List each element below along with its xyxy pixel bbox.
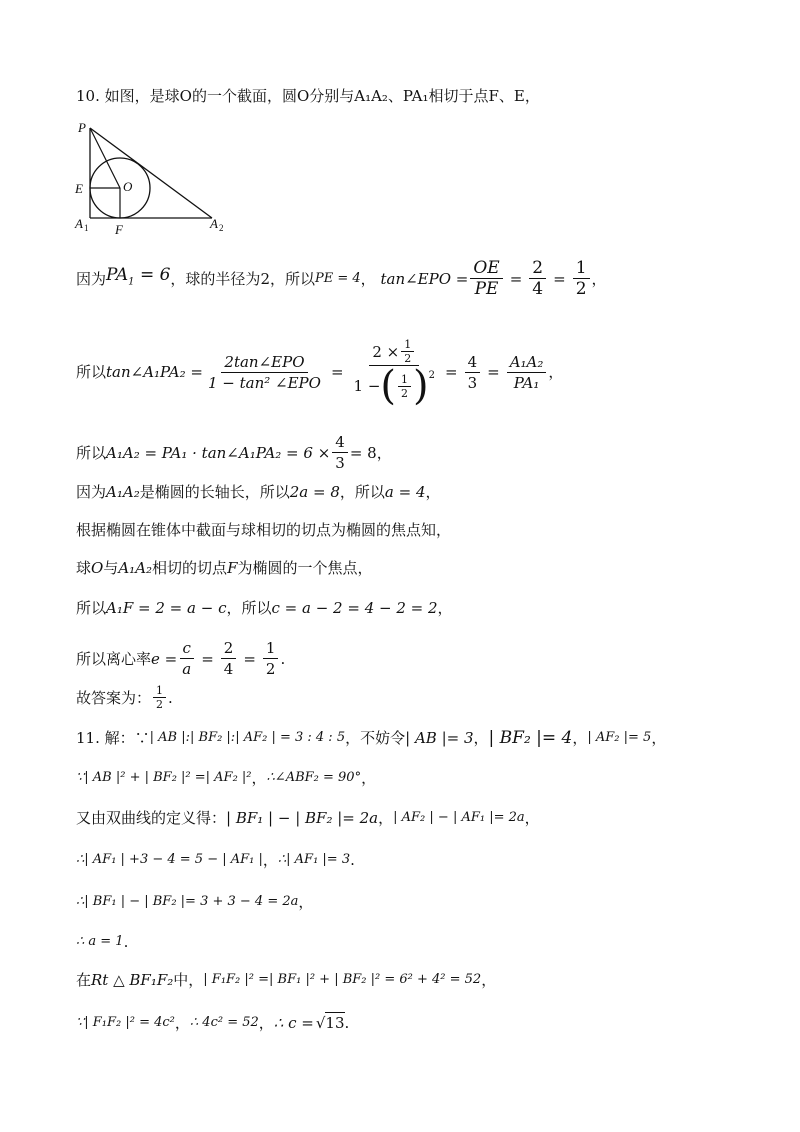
a1a2-expr: A₁A₂ = PA₁ · tan∠A₁PA₂ = 6 × xyxy=(106,443,331,462)
equals: = xyxy=(553,269,566,288)
p11-line7: 在 Rt △ BF₁F₂ 中， | F₁F₂ |² =| BF₁ |² + | BF₂ |² = 6² + 4² = 52 ， xyxy=(76,971,497,989)
p10-number: 10. xyxy=(76,87,100,105)
sep: ， xyxy=(360,269,376,288)
p11-line4: ∴| AF₁ | +3 − 4 = 5 − | AF₁ | ， ∴| AF₁ |= 3 . xyxy=(76,851,355,869)
frac-4-3: $\frac{4}{3}$ xyxy=(465,352,481,393)
p10-line1 xyxy=(76,258,607,299)
frac-substituted: 2 × $\frac{1}{2}$ 1 − ( $\frac{1}{2}$ ) $^2$ xyxy=(353,338,435,409)
eq-2a: 2a = 8 xyxy=(289,483,340,501)
seg-a1a2: A₁A₂ xyxy=(106,483,140,501)
text-mid: ，球的半径为 xyxy=(170,269,261,288)
p10-line6: 球 O 与 A₁A₂ 相切的切点 F 为椭圆的一个焦点， xyxy=(76,559,373,577)
segment-PA2 xyxy=(90,128,212,218)
label-E: E xyxy=(75,181,83,196)
frac-a1a2-pa1: $\frac{\text{A₁A₂}}{\text{PA₁}}$ xyxy=(507,352,547,393)
geometry-figure xyxy=(72,118,242,240)
label-O: O xyxy=(123,179,133,194)
p11-number: 11. xyxy=(76,729,100,747)
p11-line8: ∵| F₁F₂ |² = 4c² ， ∴ 4c² = 52 ， ∴ c = √ 13 . xyxy=(76,1013,350,1032)
p10-line4: 因为 A₁A₂ 是椭圆的长轴长，所以 2a = 8 ，所以 a = 4 ， xyxy=(76,483,441,501)
p11-line1: 11. 解：∵ | AB |:| BF₂ |:| AF₂ | = 3 : 4 : 5 ，不妨令 | AB |= 3 ， | BF₂ |= 4 ， | AF₂ |= 5 ， xyxy=(76,728,667,748)
answer-frac: $\frac{1}{2}$ xyxy=(153,684,166,711)
p10-line5 xyxy=(76,520,451,540)
p10-intro xyxy=(76,86,540,106)
label-A2-sub: 2 xyxy=(219,223,224,233)
label-F: F xyxy=(115,222,123,236)
p10-line2 xyxy=(76,338,564,409)
result: = 8， xyxy=(349,443,392,462)
equals: = xyxy=(509,269,523,288)
eq-c: c = a − 2 = 4 − 2 = 2 xyxy=(271,599,438,617)
equals: = xyxy=(487,363,500,381)
p10-intro-text: 如图，是球O的一个截面，圆O分别与A₁A₂、PA₁相切于点F、E， xyxy=(104,87,540,105)
frac-2-4: $\frac{2}{4}$ xyxy=(529,258,546,299)
frac-double-angle: $\frac{\text{2tan∠EPO}}{\text{1 − tan² ∠EPO}}$ xyxy=(207,352,321,392)
text-prefix: 所以 xyxy=(76,443,107,462)
eccentricity-var: e = xyxy=(151,649,178,668)
p11-line2: ∵| AB |² + | BF₂ |² =| AF₂ |² ， ∴∠ABF₂ = 90° ， xyxy=(76,769,377,787)
text-prefix: 因为 xyxy=(76,269,107,288)
tan-epo: tan∠EPO = xyxy=(380,269,469,288)
frac-oe-pe: $\frac{OE}{PE}$ xyxy=(470,258,502,299)
p11-line3: 又由双曲线的定义得： | BF₁ | − | BF₂ |= 2a ， | AF₂ | − | AF₁ |= 2a ， xyxy=(76,809,540,827)
p11-line5: ∴| BF₁ | − | BF₂ |= 3 + 3 − 4 = 2a ， xyxy=(76,893,314,911)
sqrt-radicand: 13 xyxy=(325,1014,345,1032)
text-mid2: ，所以 xyxy=(269,269,315,288)
end-punct: ， xyxy=(548,363,564,381)
pa1-eq: $PA_1 = 6$ xyxy=(106,264,171,288)
triangle-circle-diagram xyxy=(72,118,242,236)
equals: = xyxy=(330,363,344,381)
end-punct: ， xyxy=(591,269,607,288)
p10-line7: 所以 A₁F = 2 = a − c ，所以 c = a − 2 = 4 − 2 = 2 ， xyxy=(76,599,453,617)
label-A1-sub: 1 xyxy=(84,223,89,233)
text-prefix: 所以 xyxy=(76,363,107,381)
p10-line8: 所以离心率 e = $\frac{c}{a}$ = $\frac{2}{4}$ = $\frac{1}{2}$ . xyxy=(76,639,286,678)
focus-fact: 根据椭圆在锥体中截面与球相切的切点为椭圆的焦点知， xyxy=(76,521,452,539)
p10-line3 xyxy=(76,432,392,473)
label-P: P xyxy=(78,120,86,135)
label-A2: A xyxy=(210,216,218,231)
sqrt-symbol: √ xyxy=(315,1013,326,1032)
ratio-expr: | AB |:| BF₂ |:| AF₂ | = 3 : 4 : 5 xyxy=(149,730,346,745)
p10-answer: 故答案为： $\frac{1}{2}$ . xyxy=(76,684,173,711)
tan-a1pa2: tan∠A₁PA₂ = xyxy=(106,363,203,381)
frac-4-3: $\frac{4}{3}$ xyxy=(332,432,348,473)
p11-line6: ∴ a = 1 . xyxy=(76,933,129,951)
eq-a1f: A₁F = 2 = a − c xyxy=(106,599,227,617)
equals: = xyxy=(445,363,458,381)
label-A1: A xyxy=(75,216,83,231)
radius-value: 2 xyxy=(260,269,270,288)
frac-1-2: $\frac{1}{2}$ xyxy=(573,258,590,299)
eq-a: a = 4 xyxy=(384,483,426,501)
pe-eq: PE = 4 xyxy=(315,270,361,286)
